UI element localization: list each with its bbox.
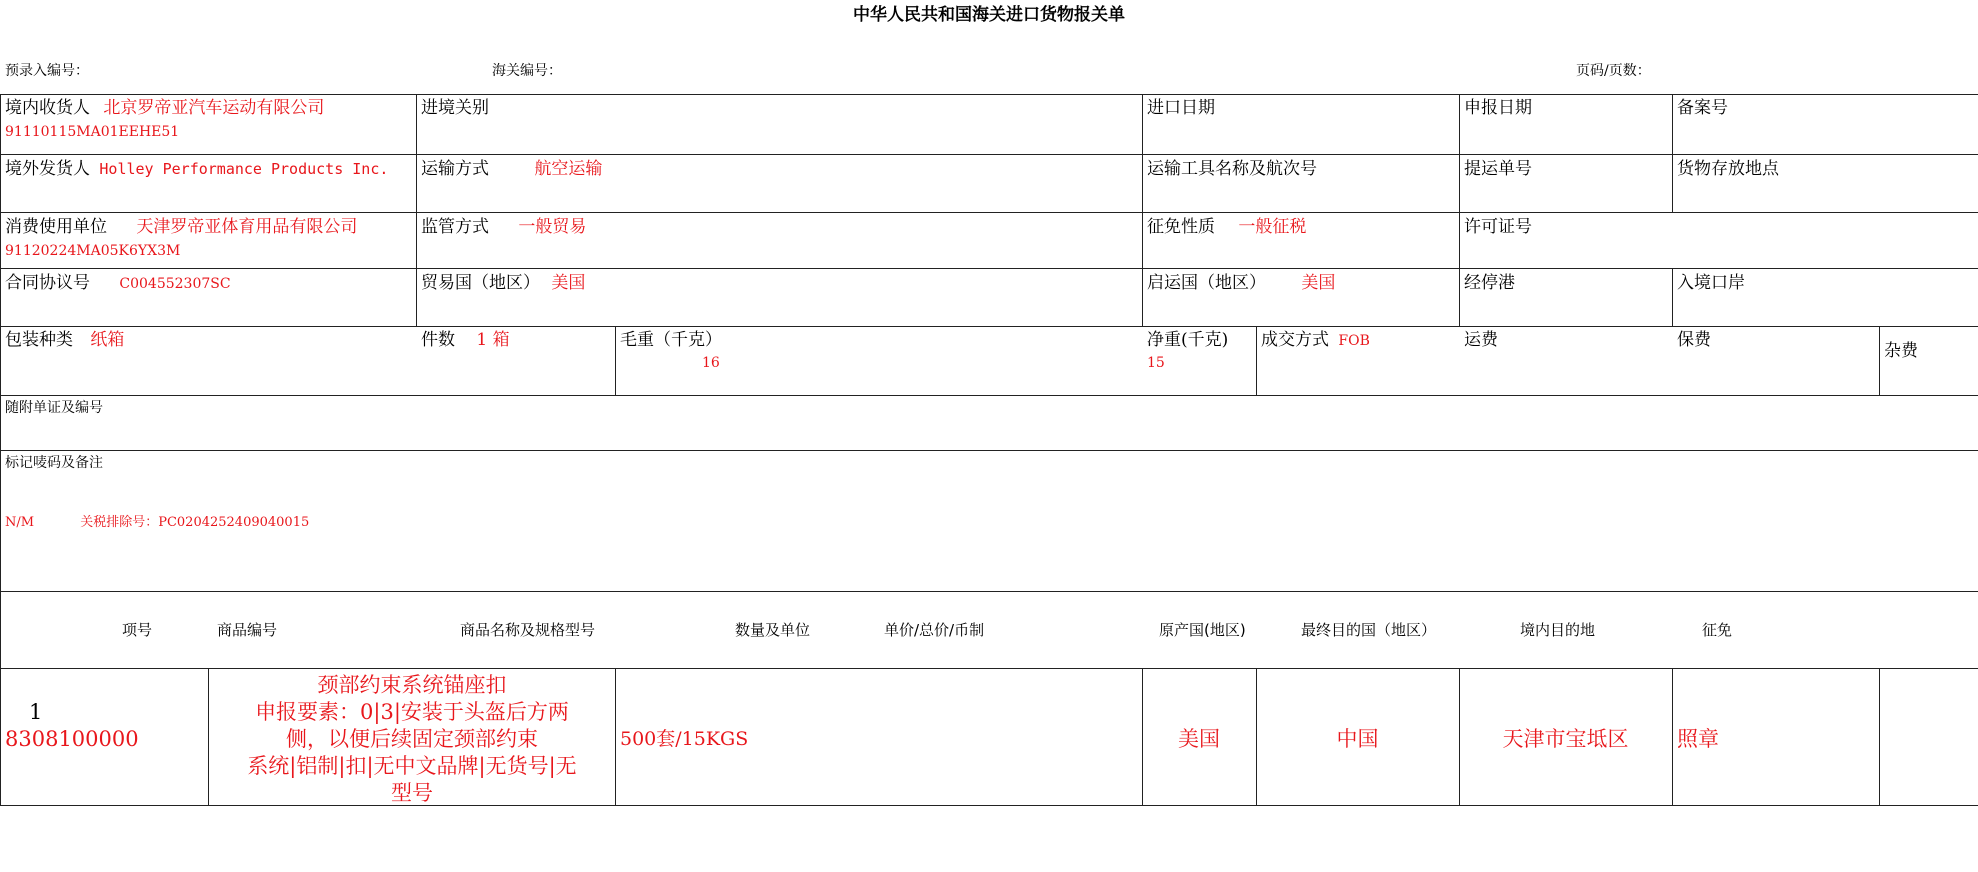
grid-line: [208, 668, 209, 805]
terms-label: 成交方式: [1261, 330, 1329, 350]
terms-cell: [1261, 329, 1370, 352]
grid-line: [615, 326, 616, 395]
header-unit-price: 单价/总价/币制: [884, 621, 985, 639]
goods-name-line: 侧，以便后续固定颈部约束: [286, 727, 538, 751]
goods-domestic-destination: 天津市宝坻区: [1502, 727, 1629, 751]
record-number-label: 备案号: [1677, 98, 1728, 118]
declare-date-label: 申报日期: [1464, 98, 1532, 118]
grid-line: [0, 805, 1978, 806]
supervision-cell: [421, 216, 586, 239]
pieces-value: 1 箱: [476, 330, 510, 350]
grid-line: [1879, 326, 1880, 395]
departure-country-value: 美国: [1301, 273, 1336, 293]
entry-office-label: 进境关别: [421, 98, 489, 118]
goods-quantity: 500套/15KGS: [620, 728, 749, 750]
header-goods-name: 商品名称及规格型号: [460, 621, 596, 639]
insurance-label: 保费: [1677, 330, 1711, 350]
grid-line: [0, 668, 1978, 669]
pieces-cell: [421, 329, 510, 352]
consumer-cell: [5, 216, 357, 262]
document-title: 中华人民共和国海关进口货物报关单: [853, 5, 1125, 25]
license-number-label: 许可证号: [1464, 217, 1532, 237]
grid-line: [1672, 668, 1673, 805]
trade-country-value: 美国: [551, 273, 586, 293]
grid-line: [1256, 326, 1257, 395]
header-quantity: 数量及单位: [735, 621, 811, 639]
shipper-value: Holley Performance Products Inc.: [99, 160, 389, 178]
goods-origin: 美国: [1178, 727, 1220, 751]
entry-port-label: 入境口岸: [1677, 273, 1745, 293]
import-date-label: 进口日期: [1147, 98, 1215, 118]
goods-name-line: 颈部约束系统锚座扣: [317, 673, 507, 697]
marks-label: 标记唛码及备注: [5, 455, 103, 471]
exemption-value: 一般征税: [1238, 217, 1307, 237]
consignee-value: 北京罗帝亚汽车运动有限公司: [103, 98, 325, 118]
grid-line: [0, 268, 1978, 269]
attached-docs-label: 随附单证及编号: [5, 400, 103, 416]
transit-port-label: 经停港: [1464, 273, 1515, 293]
exemption-label: 征免性质: [1147, 217, 1215, 237]
transport-value: 航空运输: [534, 159, 603, 179]
storage-location-label: 货物存放地点: [1677, 159, 1779, 179]
header-origin: 原产国(地区): [1159, 621, 1246, 639]
grid-line: [0, 212, 1978, 213]
goods-name-line: 型号: [391, 781, 433, 802]
page-count-label: 页码/页数：: [1576, 63, 1651, 79]
grid-line: [1672, 94, 1673, 212]
exemption-cell: [1147, 216, 1306, 239]
consignee-label: 境内收货人: [5, 98, 90, 118]
supervision-value: 一般贸易: [518, 217, 587, 237]
terms-value: FOB: [1338, 333, 1370, 349]
package-value: 纸箱: [90, 330, 125, 350]
goods-name-line: 系统|铝制|扣|无中文品牌|无货号|无: [247, 754, 577, 778]
pre-entry-number-label: 预录入编号：: [5, 63, 89, 79]
supervision-label: 监管方式: [421, 217, 489, 237]
goods-name-spec: [212, 672, 612, 802]
grid-line: [0, 94, 1, 805]
transport-label: 运输方式: [421, 159, 489, 179]
goods-hs-code: 8308100000: [5, 727, 139, 751]
departure-country-cell: [1147, 272, 1335, 295]
marks-cell: [5, 511, 309, 534]
header-levy: 征免: [1702, 621, 1733, 639]
goods-item-no: 1: [29, 700, 43, 724]
freight-label: 运费: [1464, 330, 1498, 350]
shipper-label: 境外发货人: [5, 159, 90, 179]
net-weight-value: 15: [1147, 355, 1165, 371]
departure-country-label: 启运国（地区）: [1147, 273, 1266, 293]
grid-line: [1879, 668, 1880, 805]
package-cell: [5, 329, 124, 352]
goods-destination: 中国: [1336, 727, 1379, 751]
grid-line: [0, 450, 1978, 451]
bill-number-label: 提运单号: [1464, 159, 1532, 179]
contract-label: 合同协议号: [5, 273, 90, 293]
grid-line: [0, 591, 1978, 592]
grid-line: [0, 94, 1978, 95]
net-weight-label: 净重(千克): [1147, 330, 1229, 350]
tariff-exclusion-number: 关税排除号：PC0204252409040015: [80, 515, 310, 530]
grid-line: [1672, 268, 1673, 326]
trade-country-cell: [421, 272, 585, 295]
shipper-cell: [5, 158, 388, 181]
grid-line: [0, 154, 1978, 155]
transport-cell: [421, 158, 602, 181]
goods-levy: 照章: [1677, 727, 1719, 751]
header-item-no: 项号: [122, 621, 153, 639]
header-destination: 最终目的国（地区）: [1301, 621, 1437, 639]
grid-line: [1142, 94, 1143, 326]
pieces-label: 件数: [421, 330, 455, 350]
trade-country-label: 贸易国（地区）: [421, 273, 540, 293]
grid-line: [615, 668, 616, 805]
consumer-value: 天津罗帝亚体育用品有限公司: [136, 217, 358, 237]
grid-line: [416, 94, 417, 326]
grid-line: [0, 395, 1978, 396]
grid-line: [0, 326, 1978, 327]
grid-line: [1459, 94, 1460, 326]
contract-value: C004552307SC: [119, 276, 231, 292]
gross-weight-value: 16: [702, 355, 720, 371]
goods-name-line: 申报要素：0|3|安装于头盔后方两: [255, 700, 569, 724]
consumer-label: 消费使用单位: [5, 217, 107, 237]
consumer-code: 91120224MA05K6YX3M: [5, 243, 181, 259]
header-hs-code: 商品编号: [217, 621, 278, 639]
customs-number-label: 海关编号：: [492, 63, 562, 79]
vessel-label: 运输工具名称及航次号: [1147, 159, 1317, 179]
gross-weight-label: 毛重（千克）: [620, 330, 722, 350]
misc-fees-label: 杂费: [1884, 341, 1918, 361]
header-domestic-destination: 境内目的地: [1520, 621, 1596, 639]
consignee-cell: [5, 97, 324, 143]
consignee-code: 91110115MA01EEHE51: [5, 124, 180, 140]
package-label: 包装种类: [5, 330, 73, 350]
marks-value: N/M: [5, 515, 35, 530]
contract-cell: [5, 272, 231, 295]
